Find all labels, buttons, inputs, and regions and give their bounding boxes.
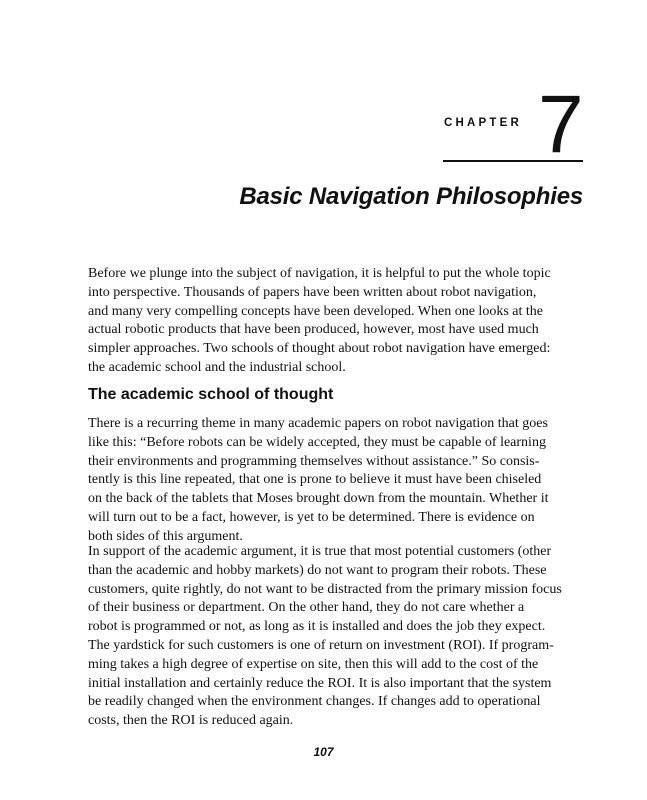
paragraph-line: both sides of this argument. [88,528,243,544]
paragraph-line: customers, quite rightly, do not want to be distracted from the primary mission focus [88,581,562,597]
section-heading: The academic school of thought [88,386,334,403]
paragraph-line: of their business or department. On the other hand, they do not care whether a [88,600,525,616]
paragraph-line: their environments and programming themselves without assistance.” So consis- [88,453,540,469]
paragraph-line: on the back of the tablets that Moses brought down from the mountain. Whether it [88,491,549,507]
intro-line: simpler approaches. Two schools of thought about robot navigation have emerged: [88,341,551,357]
intro-line: into perspective. Thousands of papers have been written about robot navigation, [88,284,537,300]
paragraph-line: will turn out to be a fact, however, is yet to be determined. There is evidence on [88,509,535,525]
paragraph-line: initial installation and certainly reduce the ROI. It is also important that the system [88,675,552,691]
intro-line: and many very compelling concepts have been developed. When one looks at the [88,303,543,319]
paragraph-line: ming takes a high degree of expertise on site, then this will add to the cost of the [88,656,539,672]
chapter-rule [443,160,583,162]
intro-line: Before we plunge into the subject of navigation, it is helpful to put the whole topic [88,266,551,281]
chapter-title: Basic Navigation Philosophies [239,183,583,210]
section-paragraph-1 [88,415,588,547]
paragraph-line: The yardstick for such customers is one of return on investment (ROI). If program- [88,637,554,653]
paragraph-line: costs, then the ROI is reduced again. [88,713,294,729]
intro-paragraph [88,265,588,378]
paragraph-line: than the academic and hobby markets) do not want to program their robots. These [88,562,547,578]
paragraph-line: like this: “Before robots can be widely accepted, they must be capable of learning [88,434,546,450]
paragraph-line: be readily changed when the environment changes. If changes add to operational [88,694,541,710]
paragraph-line: There is a recurring theme in many academic papers on robot navigation that goes [88,416,548,431]
paragraph-line: robot is programmed or not, as long as it is installed and does the job they expect. [88,619,546,635]
paragraph-line: tently is this line repeated, that one is prone to believe it must have been chiseled [88,472,542,488]
page-number: 107 [313,745,334,759]
section-paragraph-2 [88,543,588,731]
intro-line: actual robotic products that have been produced, however, most have used much [88,322,539,338]
intro-line: the academic school and the industrial school. [88,359,346,375]
paragraph-line: In support of the academic argument, it is true that most potential customers (other [88,544,552,559]
chapter-label: CHAPTER [444,117,522,129]
chapter-number: 7 [538,79,584,170]
